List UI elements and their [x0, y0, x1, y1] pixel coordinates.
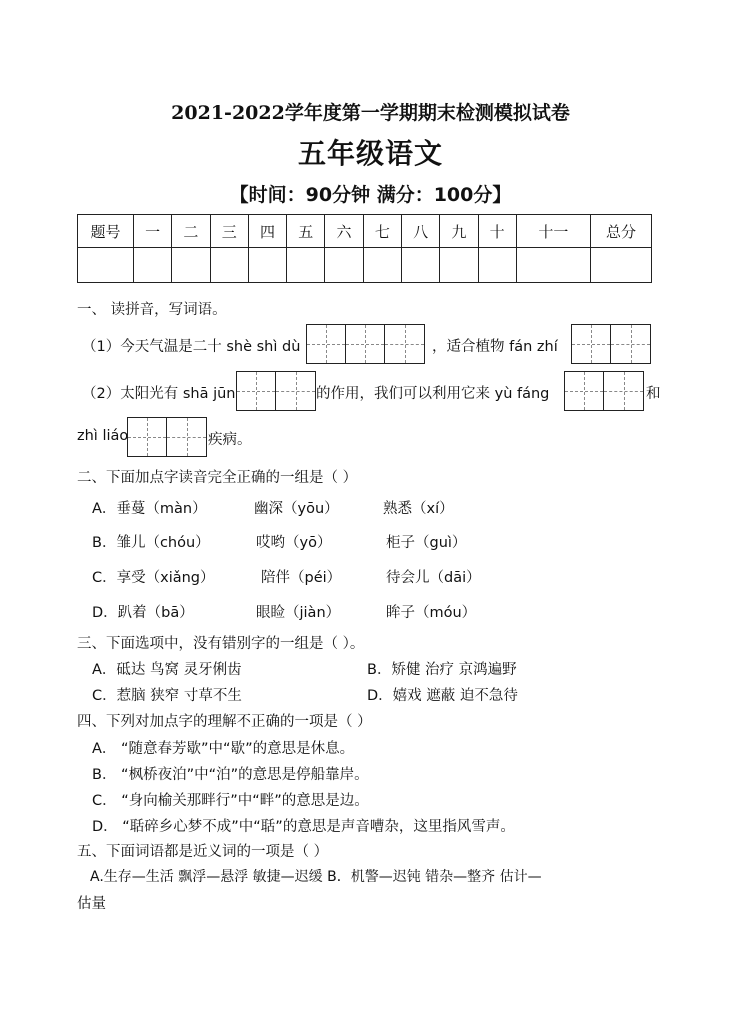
q2-option-a1: A．垂蔓（màn）: [92, 501, 207, 517]
exam-title: 2021-2022学年度第一学期期末检测模拟试卷: [171, 102, 570, 124]
q2-option-c1: C．享受（xiǎng）: [92, 570, 215, 586]
score-header-cell: 二: [172, 215, 210, 248]
q2-option-d2: 眼睑（jiàn）: [256, 605, 341, 621]
q1-line1-text2: ，适合植物 fán zhí: [432, 339, 558, 355]
q2-option-c3: 待会儿（dāi）: [386, 570, 481, 586]
score-header-cell: 一: [134, 215, 172, 248]
writing-cell[interactable]: [237, 372, 276, 410]
q1-line2-text: （2）太阳光有 shā jūn: [82, 386, 236, 402]
writing-cell[interactable]: [565, 372, 604, 410]
q5-title: 五、下面词语都是近义词的一项是（ ）: [77, 844, 329, 860]
q4-option-d: D． “聒碎乡心梦不成”中“聒”的意思是声音嘈杂，这里指风雪声。: [92, 819, 515, 835]
score-blank-cell: [78, 248, 134, 283]
score-blank-cell: [134, 248, 172, 283]
q1-title: 一、 读拼音，写词语。: [77, 302, 227, 318]
writing-cell[interactable]: [604, 372, 643, 410]
q5-options-line2: 估量: [77, 896, 106, 912]
q4-title: 四、下列对加点字的理解不正确的一项是（ ）: [77, 714, 372, 730]
writing-cell[interactable]: [346, 325, 385, 363]
q1-line1-text: （1）今天气温是二十 shè shì dù: [82, 339, 301, 355]
q2-option-b2: 哎哟（yō）: [256, 535, 332, 551]
score-header-cell: 十: [478, 215, 516, 248]
q1-line3-text2: 疾病。: [208, 432, 252, 448]
writing-cell[interactable]: [611, 325, 650, 363]
q3-option-a: A．砥达 鸟窝 灵牙俐齿: [92, 662, 242, 678]
q2-option-a3: 熟悉（xí）: [383, 501, 454, 517]
q4-option-a: A． “随意春芳歇”中“歇”的意思是休息。: [92, 741, 355, 757]
score-table-header-row: [78, 215, 652, 248]
score-blank-cell: [172, 248, 210, 283]
q2-option-b3: 柜子（guì）: [386, 535, 467, 551]
score-table-blank-row: [78, 248, 652, 283]
q4-option-c: C． “身向榆关那畔行”中“畔”的意思是边。: [92, 793, 369, 809]
score-header-cell: 总分: [591, 215, 652, 248]
q1-line2-text3: 和: [646, 386, 661, 402]
writing-grid-shajun[interactable]: [236, 371, 316, 411]
writing-grid-fanzhi[interactable]: [571, 324, 651, 364]
writing-cell[interactable]: [128, 418, 167, 456]
score-header-cell: 三: [210, 215, 248, 248]
score-header-cell: 四: [248, 215, 286, 248]
writing-cell[interactable]: [276, 372, 315, 410]
score-blank-cell: [478, 248, 516, 283]
score-blank-cell: [401, 248, 439, 283]
score-blank-cell: [210, 248, 248, 283]
q2-option-d3: 眸子（móu）: [386, 605, 477, 621]
score-table: [77, 214, 652, 283]
score-header-cell: 九: [440, 215, 478, 248]
q3-option-b: B．矫健 治疗 京鸿遍野: [367, 662, 517, 678]
q2-title: 二、下面加点字读音完全正确的一组是（ ）: [77, 470, 358, 486]
score-header-cell: 七: [363, 215, 401, 248]
q3-option-c: C．惹脑 狭窄 寸草不生: [92, 688, 242, 704]
q2-option-b1: B．雏儿（chóu）: [92, 535, 210, 551]
q1-line2-text2: 的作用，我们可以利用它来 yù fáng: [316, 386, 550, 402]
q3-title: 三、下面选项中，没有错别字的一组是（ ）。: [77, 636, 365, 652]
score-header-cell: 八: [401, 215, 439, 248]
writing-grid-yufang[interactable]: [564, 371, 644, 411]
writing-cell[interactable]: [385, 325, 424, 363]
q5-options-line1: A.生存—生活 飘浮—悬浮 敏捷—迟缓 B．机警—迟钝 错杂—整齐 估计—: [90, 869, 542, 885]
score-header-cell: 十一: [516, 215, 590, 248]
q2-option-c2: 陪伴（péi）: [261, 570, 342, 586]
q1-line3-text: zhì liáo: [77, 428, 129, 444]
writing-grid-zhiliao[interactable]: [127, 417, 207, 457]
q3-option-d: D．嬉戏 遮蔽 迫不急待: [367, 688, 518, 704]
score-header-cell: 六: [325, 215, 363, 248]
writing-cell[interactable]: [572, 325, 611, 363]
q2-option-a2: 幽深（yōu）: [254, 501, 339, 517]
score-blank-cell: [248, 248, 286, 283]
subject-title: 五年级语文: [297, 137, 443, 170]
writing-cell[interactable]: [167, 418, 206, 456]
q4-option-b: B． “枫桥夜泊”中“泊”的意思是停船靠岸。: [92, 767, 369, 783]
q2-option-d1: D．趴着（bā）: [92, 605, 194, 621]
score-header-cell: 题号: [78, 215, 134, 248]
score-blank-cell: [440, 248, 478, 283]
score-blank-cell: [516, 248, 590, 283]
score-blank-cell: [325, 248, 363, 283]
score-blank-cell: [363, 248, 401, 283]
time-score-info: 【时间：90分钟 满分：100分】: [229, 184, 512, 206]
score-header-cell: 五: [287, 215, 325, 248]
score-blank-cell: [287, 248, 325, 283]
writing-cell[interactable]: [307, 325, 346, 363]
score-blank-cell: [591, 248, 652, 283]
writing-grid-sheshidu[interactable]: [306, 324, 425, 364]
